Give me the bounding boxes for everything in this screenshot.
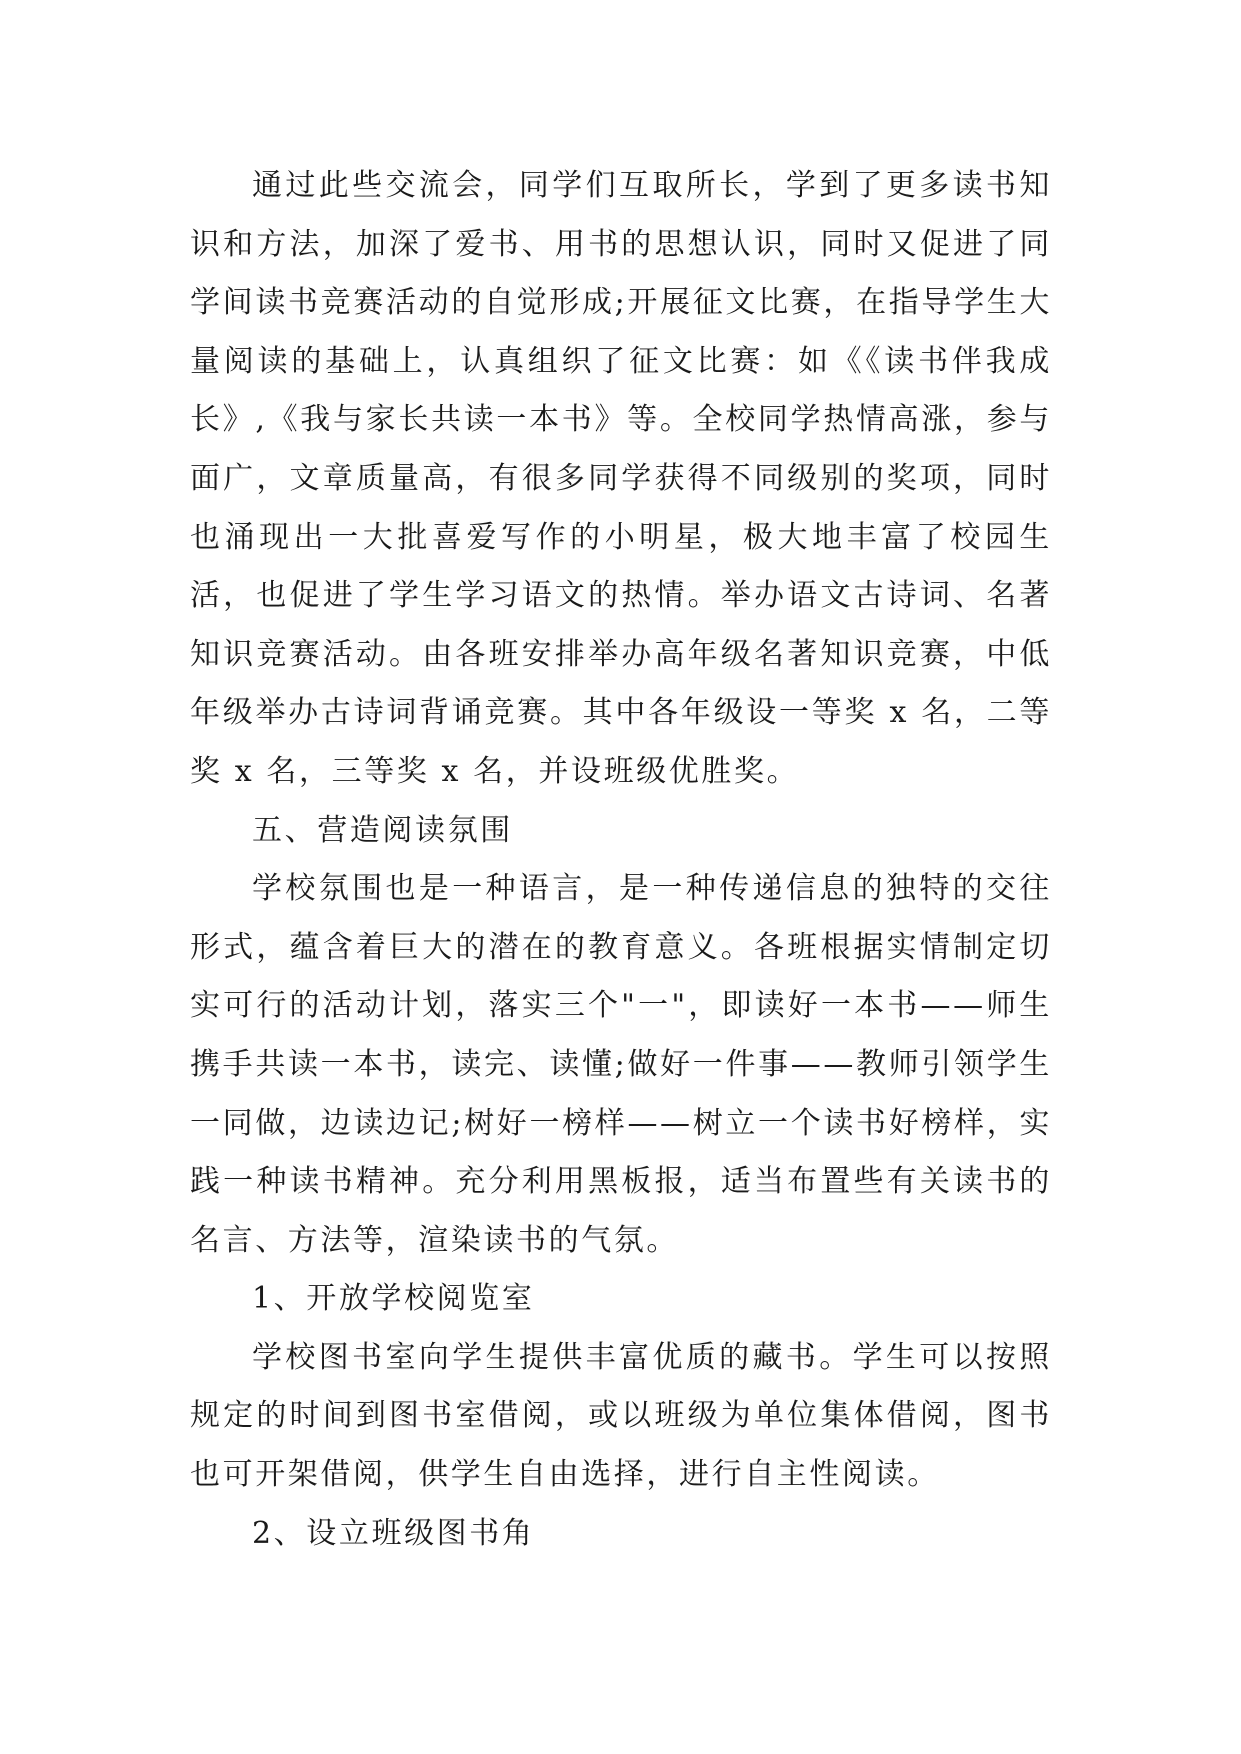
paragraph-school-atmosphere: 学校氛围也是一种语言，是一种传递信息的独特的交往形式，蕴含着巨大的潜在的教育意义。各班根据实情制定切实可行的活动计划，落实三个"一"，即读好一本书——师生携手共读一本书，读完、读懂;做好一件事——教师引领学生一同做，边读边记;树好一榜样——树立一个读书好榜样，实践一种读书精神。充分利用黑板报，适当布置些有关读书的名言、方法等，渲染读书的气氛。 [190, 871, 1052, 1258]
paragraph-reading-exchange-and-essay-contest: 通过此些交流会，同学们互取所长，学到了更多读书知识和方法，加深了爱书、用书的思想认识，同时又促进了同学间读书竞赛活动的自觉形成;开展征文比赛，在指导学生大量阅读的基础上，认真组织了征文比赛：如《《读书伴我成长》,《我与家长共读一本书》等。全校同学热情高涨，参与面广，文章质量高，有很多同学获得不同级别的奖项，同时也涌现出一大批喜爱写作的小明星，极大地丰富了校园生活，也促进了学生学习语文的热情。举办语文古诗词、名著知识竞赛活动。由各班安排举办高年级名著知识竞赛，中低年级举办古诗词背诵竞赛。其中各年级设一等奖 x 名，二等奖 x 名，三等奖 x 名，并设班级优胜奖。 [190, 168, 1052, 789]
section-heading-reading-atmosphere: 五、营造阅读氛围 [252, 812, 513, 848]
subheading-open-reading-room: 1、开放学校阅览室 [252, 1281, 535, 1317]
paragraph-school-library: 学校图书室向学生提供丰富优质的藏书。学生可以按照规定的时间到图书室借阅，或以班级为单位集体借阅，图书也可开架借阅，供学生自由选择，进行自主性阅读。 [190, 1339, 1052, 1493]
subheading-class-book-corner: 2、设立班级图书角 [252, 1515, 535, 1551]
document-body [190, 157, 1052, 1563]
